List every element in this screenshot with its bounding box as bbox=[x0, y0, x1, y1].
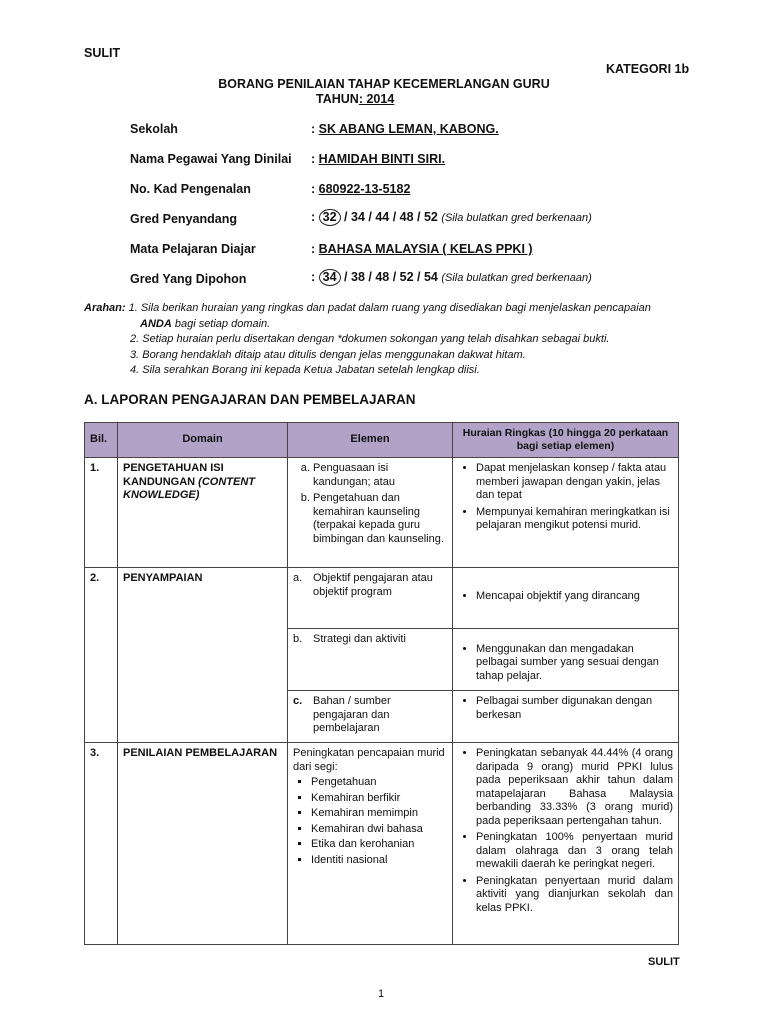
list-item: • Dapat menjelaskan konsep / fakta atau memberi jawapan dengan yakin, jelas dan tepat bbox=[476, 462, 673, 503]
arahan-anda: ANDA bbox=[140, 317, 172, 330]
circled-grade: 34 bbox=[319, 269, 341, 286]
field-value-mata-pelajaran: : BAHASA MALAYSIA ( KELAS PPKI ) bbox=[311, 242, 533, 256]
section-title: A. LAPORAN PENGAJARAN DAN PEMBELAJARAN bbox=[84, 392, 416, 407]
table-row bbox=[85, 568, 679, 629]
arahan-line2: 2. Setiap huraian perlu disertakan dengan *dokumen sokongan yang telah disahkan sebagai bukti. bbox=[130, 333, 610, 345]
row2c-elemen: c. Bahan / sumber pengajaran dan pembelajaran bbox=[288, 691, 453, 743]
row2a-elemen: a. Objektif pengajaran atau objektif program bbox=[288, 568, 453, 629]
row2-bil: 2. bbox=[85, 568, 118, 629]
list-item: b. Pengetahuan dan kemahiran kaunseling (terpakai kepada guru bimbingan dan kaunseling. bbox=[313, 492, 447, 546]
list-item: • Menggunakan dan mengadakan pelbagai sumber yang sesuai dengan tahap pelajar. bbox=[476, 643, 673, 684]
arahan-line1: 1. Sila berikan huraian yang ringkas dan padat dalam ruang yang disediakan bagi menjelaskan pencapaian bbox=[128, 302, 651, 314]
table-row bbox=[85, 743, 679, 945]
page-number: 1 bbox=[378, 988, 385, 1000]
arahan-line3: 3. Borang hendaklah ditaip atau ditulis dengan jelas menggunakan dakwat hitam. bbox=[130, 348, 526, 361]
table-row bbox=[85, 629, 679, 691]
list-item: ▪ Kemahiran berfikir bbox=[311, 792, 447, 806]
table-row bbox=[85, 691, 679, 743]
row2c-bil-cont bbox=[85, 691, 118, 743]
arahan-line1b: bagi setiap domain. bbox=[171, 317, 271, 330]
header-bil: Bil. bbox=[85, 423, 118, 458]
arahan-label: Arahan: bbox=[84, 302, 126, 314]
list-item: ▪ Pengetahuan bbox=[311, 776, 447, 790]
header-huraian: Huraian Ringkas (10 hingga 20 perkataan bagi setiap elemen) bbox=[453, 423, 679, 458]
sulit-bottom-label: SULIT bbox=[648, 956, 680, 968]
row2b-elemen: b. Strategi dan aktiviti bbox=[288, 629, 453, 691]
list-item: ▪ Identiti nasional bbox=[311, 854, 447, 868]
row3-bil: 3. bbox=[85, 743, 118, 945]
field-label-gred-dipohon: Gred Yang Dipohon bbox=[130, 272, 247, 286]
row2a-huraian bbox=[453, 568, 679, 629]
table-header-row bbox=[85, 423, 679, 458]
laporan-table bbox=[84, 422, 679, 945]
field-value-nama: : HAMIDAH BINTI SIRI. bbox=[311, 152, 446, 166]
header-domain: Domain bbox=[118, 423, 288, 458]
form-title: BORANG PENILAIAN TAHAP KECEMERLANGAN GURU bbox=[218, 77, 550, 91]
field-label-mata-pelajaran: Mata Pelajaran Diajar bbox=[130, 242, 256, 256]
field-label-ic: No. Kad Pengenalan bbox=[130, 182, 251, 196]
list-item: ▪ Kemahiran dwi bahasa bbox=[311, 823, 447, 837]
row1-elemen bbox=[288, 458, 453, 568]
sulit-top-label: SULIT bbox=[84, 46, 121, 60]
field-value-sekolah: : SK ABANG LEMAN, KABONG. bbox=[311, 122, 499, 136]
list-item: • Peningkatan sebanyak 44.44% (4 orang daripada 9 orang) murid PPKI lulus pada peperiksaan akhir tahun dalam matapelajaran Bahasa Malaysia berbanding 33.33% (3 orang murid) pada peperiksaan pertengahan tahun. bbox=[476, 747, 673, 828]
list-item: • Peningkatan 100% penyertaan murid dalam olahraga dan 3 orang telah mewakili daerah ke peringkat negeri. bbox=[476, 831, 673, 872]
row3-elemen bbox=[288, 743, 453, 945]
row1-huraian bbox=[453, 458, 679, 568]
field-value-ic: : 680922-13-5182 bbox=[311, 182, 411, 196]
row2c-domain-cont bbox=[118, 691, 288, 743]
list-item: ▪ Kemahiran memimpin bbox=[311, 807, 447, 821]
row2c-huraian bbox=[453, 691, 679, 743]
field-label-nama: Nama Pegawai Yang Dinilai bbox=[130, 152, 292, 166]
arahan-line4: 4. Sila serahkan Borang ini kepada Ketua Jabatan setelah lengkap diisi. bbox=[130, 364, 480, 376]
list-item: • Peningkatan penyertaan murid dalam aktiviti yang dianjurkan sekolah dan kelas PPKI. bbox=[476, 875, 673, 916]
field-label-sekolah: Sekolah bbox=[130, 122, 178, 136]
row1-bil: 1. bbox=[85, 458, 118, 568]
list-item: • Mencapai objektif yang dirancang bbox=[476, 590, 673, 604]
row1-domain: PENGETAHUAN ISI KANDUNGAN (CONTENT KNOWLEDGE) bbox=[118, 458, 288, 568]
row3-huraian bbox=[453, 743, 679, 945]
list-item: a. Penguasaan isi kandungan; atau bbox=[313, 462, 447, 489]
circled-grade: 32 bbox=[319, 209, 341, 226]
row2-domain: PENYAMPAIAN bbox=[118, 568, 288, 629]
kategori-label: KATEGORI 1b bbox=[606, 62, 690, 76]
header-elemen: Elemen bbox=[288, 423, 453, 458]
tahun-value: : 2014 bbox=[358, 92, 395, 106]
field-label-gred-penyandang: Gred Penyandang bbox=[130, 212, 237, 226]
row2b-bil-cont bbox=[85, 629, 118, 691]
list-item: • Mempunyai kemahiran meringkatkan isi pelajaran mengikut potensi murid. bbox=[476, 506, 673, 533]
row3-elemen-intro: Peningkatan pencapaian murid dari segi: bbox=[293, 747, 445, 773]
field-value-gred-penyandang: : 32 / 34 / 44 / 48 / 52 (Sila bulatkan gred berkenaan) bbox=[311, 210, 592, 224]
row2b-huraian bbox=[453, 629, 679, 691]
list-item: ▪ Etika dan kerohanian bbox=[311, 838, 447, 852]
tahun-label: TAHUN bbox=[316, 92, 359, 106]
arahan-block bbox=[84, 301, 684, 379]
list-item: • Pelbagai sumber digunakan dengan berkesan bbox=[476, 695, 673, 722]
row3-domain: PENILAIAN PEMBELAJARAN bbox=[118, 743, 288, 945]
field-value-gred-dipohon: : 34 / 38 / 48 / 52 / 54 (Sila bulatkan gred berkenaan) bbox=[311, 270, 592, 284]
row2b-domain-cont bbox=[118, 629, 288, 691]
tahun-line bbox=[316, 92, 394, 106]
table-row bbox=[85, 458, 679, 568]
